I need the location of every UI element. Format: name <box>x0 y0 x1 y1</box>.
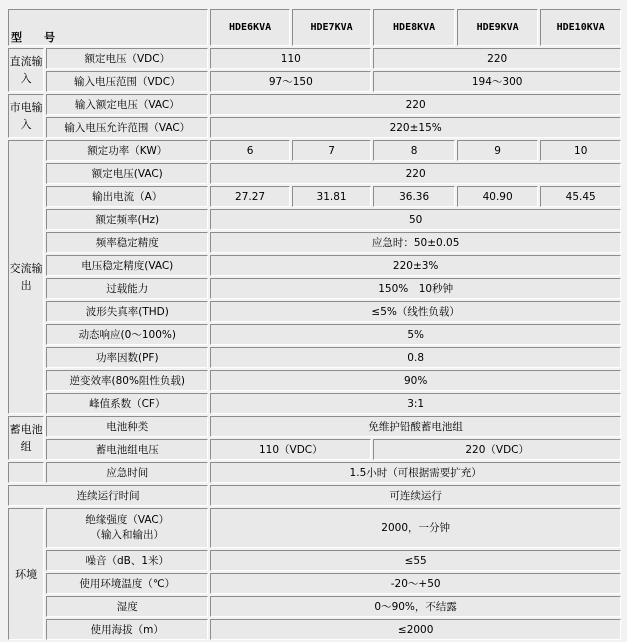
row-label: 电压稳定精度(VAC) <box>46 255 208 276</box>
model-hde6kva: HDE6KVA <box>210 9 290 46</box>
row-label: 输入电压允许范围（VAC） <box>46 117 208 138</box>
row-label: 使用环境温度（℃） <box>46 573 208 594</box>
row-label: 峰值系数（CF） <box>46 393 208 414</box>
cell-value: 220 <box>210 163 621 184</box>
battery-voltage-row <box>8 439 621 460</box>
row-label: 噪音（dB、1米） <box>46 550 208 571</box>
battery-type-row <box>8 416 621 437</box>
cell-value: 220±15% <box>210 117 621 138</box>
cell-value: 10 <box>540 140 621 161</box>
group-battery: 蓄电池组 <box>8 416 44 460</box>
cell-value: 110（VDC） <box>210 439 371 460</box>
cell-value: 150% 10秒钟 <box>210 278 621 299</box>
rated-voltage-row <box>8 163 621 184</box>
voltage-accuracy-row <box>8 255 621 276</box>
row-label: 频率稳定精度 <box>46 232 208 253</box>
row-label: 过载能力 <box>46 278 208 299</box>
mains-voltage-range-row <box>8 117 621 138</box>
cell-value: 50 <box>210 209 621 230</box>
row-label-line: 绝缘强度（VAC） <box>85 514 170 526</box>
cell-value: ≤2000 <box>210 619 621 640</box>
backup-time-row <box>8 462 621 483</box>
row-label: 湿度 <box>46 596 208 617</box>
row-label: 动态响应(0～100%) <box>46 324 208 345</box>
cell-value: 8 <box>373 140 455 161</box>
row-label: 连续运行时间 <box>8 485 208 506</box>
row-label: 蓄电池组电压 <box>46 439 208 460</box>
group-ac-output: 交流输出 <box>8 140 44 414</box>
group-environment: 环境 <box>8 508 44 640</box>
cell-value: 220±3% <box>210 255 621 276</box>
rated-power-row <box>8 140 621 161</box>
cell-value: 5% <box>210 324 621 345</box>
empty-cell <box>8 462 44 483</box>
cell-value: -20～+50 <box>210 573 621 594</box>
output-current-row <box>8 186 621 207</box>
cell-value: ≤55 <box>210 550 621 571</box>
rated-frequency-row <box>8 209 621 230</box>
cell-value: 220 <box>210 94 621 115</box>
cell-value: 9 <box>457 140 539 161</box>
cell-value: 0～90%，不结露 <box>210 596 621 617</box>
dc-rated-voltage-row <box>8 48 621 69</box>
row-label: 额定频率(Hz) <box>46 209 208 230</box>
inverter-efficiency-row <box>8 370 621 391</box>
model-hde9kva: HDE9KVA <box>457 9 539 46</box>
row-label <box>46 508 208 548</box>
row-label: 输入额定电压（VAC） <box>46 94 208 115</box>
cell-value: 免维护铅酸蓄电池组 <box>210 416 621 437</box>
row-label: 使用海拔（m） <box>46 619 208 640</box>
row-label: 功率因数(PF) <box>46 347 208 368</box>
altitude-row <box>8 619 621 640</box>
row-label: 额定电压(VAC) <box>46 163 208 184</box>
cell-value: 36.36 <box>373 186 455 207</box>
group-dc-input: 直流输入 <box>8 48 44 92</box>
row-label: 输出电流（A） <box>46 186 208 207</box>
model-hde8kva: HDE8KVA <box>373 9 455 46</box>
power-factor-row <box>8 347 621 368</box>
cell-value: 90% <box>210 370 621 391</box>
frequency-accuracy-row <box>8 232 621 253</box>
cell-value: 可连续运行 <box>210 485 621 506</box>
insulation-row <box>8 508 621 548</box>
row-label-line: （输入和输出） <box>90 529 165 541</box>
row-label: 电池种类 <box>46 416 208 437</box>
thd-row <box>8 301 621 322</box>
cell-value: 31.81 <box>292 186 372 207</box>
header-row <box>8 9 621 46</box>
dc-input-range-row <box>8 71 621 92</box>
cell-value: 7 <box>292 140 372 161</box>
row-label: 逆变效率(80%阻性负载) <box>46 370 208 391</box>
overload-row <box>8 278 621 299</box>
row-label: 额定功率（KW） <box>46 140 208 161</box>
row-label: 波形失真率(THD) <box>46 301 208 322</box>
cell-value: 220 <box>373 48 621 69</box>
cell-value: 40.90 <box>457 186 539 207</box>
cell-value: 0.8 <box>210 347 621 368</box>
cell-value: 194～300 <box>373 71 621 92</box>
cell-value: 97～150 <box>210 71 371 92</box>
cell-value: 27.27 <box>210 186 290 207</box>
dynamic-response-row <box>8 324 621 345</box>
cell-value: 220（VDC） <box>373 439 621 460</box>
cell-value: ≤5%（线性负载） <box>210 301 621 322</box>
temperature-row <box>8 573 621 594</box>
cell-value: 45.45 <box>540 186 621 207</box>
noise-row <box>8 550 621 571</box>
row-label: 输入电压范围（VDC） <box>46 71 208 92</box>
cell-value: 1.5小时（可根据需要扩充） <box>210 462 621 483</box>
spec-table <box>6 7 623 642</box>
model-hde10kva: HDE10KVA <box>540 9 621 46</box>
row-label: 应急时间 <box>46 462 208 483</box>
humidity-row <box>8 596 621 617</box>
model-hde7kva: HDE7KVA <box>292 9 372 46</box>
group-mains-input: 市电输入 <box>8 94 44 138</box>
continuous-run-row <box>8 485 621 506</box>
mains-rated-voltage-row <box>8 94 621 115</box>
type-label: 型 号 <box>8 9 208 46</box>
cell-value: 3:1 <box>210 393 621 414</box>
cell-value: 110 <box>210 48 371 69</box>
row-label: 额定电压（VDC） <box>46 48 208 69</box>
cell-value: 6 <box>210 140 290 161</box>
crest-factor-row <box>8 393 621 414</box>
cell-value: 应急时：50±0.05 <box>210 232 621 253</box>
cell-value: 2000，一分钟 <box>210 508 621 548</box>
